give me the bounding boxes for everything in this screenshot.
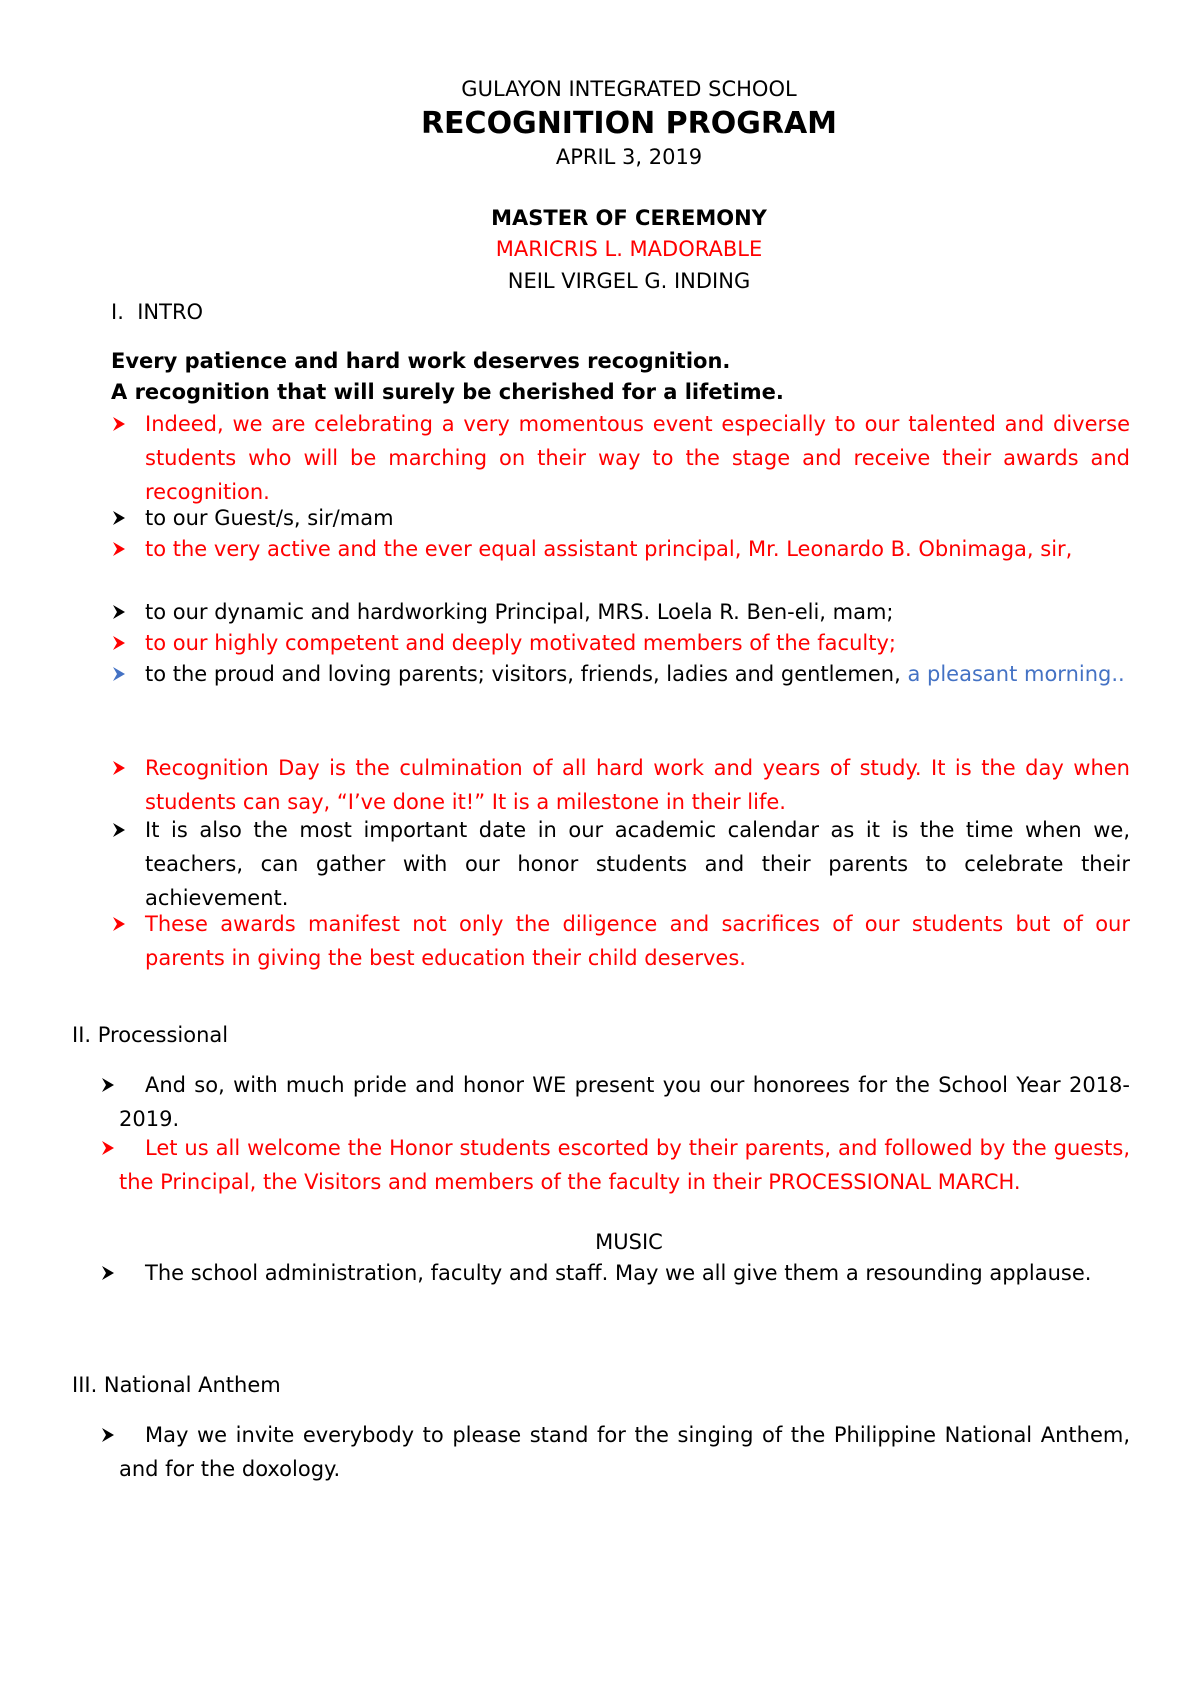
intro-bullet-6-greeting: a pleasant morning.. — [907, 662, 1125, 686]
intro-line-1: Every patience and hard work deserves recognition. — [111, 349, 731, 373]
arrow-bullet-icon — [100, 1131, 120, 1165]
arrow-bullet-icon — [100, 1068, 120, 1102]
intro-bullet-2: to our Guest/s, sir/mam — [145, 506, 394, 530]
section-heading-intro: I. INTRO — [111, 300, 204, 324]
arrow-bullet-icon — [111, 595, 131, 629]
arrow-bullet-icon — [111, 407, 131, 441]
intro-line-2: A recognition that will surely be cherished for a lifetime. — [111, 380, 784, 404]
arrow-bullet-icon — [100, 1256, 120, 1290]
arrow-bullet-icon — [111, 532, 131, 566]
processional-bullet-3: The school administration, faculty and staff. May we all give them a resounding applause. — [145, 1261, 1092, 1285]
mc-name-2: NEIL VIRGEL G. INDING — [507, 269, 751, 293]
intro-bullet-6-text: to the proud and loving parents; visitors, friends, ladies and gentlemen, — [145, 662, 908, 686]
arrow-bullet-icon — [111, 501, 131, 535]
intro-bullet-1: Indeed, we are celebrating a very momentous event especially to our talented and diverse students who will be marching on their way to the stage and receive their awards and recognition. — [145, 412, 1130, 504]
intro-bullet-7: Recognition Day is the culmination of all hard work and years of study. It is the day when students can say, “I’ve done it!” It is a milestone in their life. — [145, 756, 1130, 814]
intro-bullet-4: to our dynamic and hardworking Principal, MRS. Loela R. Ben-eli, mam; — [145, 600, 894, 624]
music-cue: MUSIC — [595, 1230, 663, 1254]
program-date: APRIL 3, 2019 — [555, 145, 703, 169]
intro-bullet-9: These awards manifest not only the diligence and sacrifices of our students but of our parents in giving the best education their child deserves. — [145, 912, 1130, 970]
intro-bullet-6 — [145, 657, 1130, 691]
arrow-bullet-icon — [111, 626, 131, 660]
processional-bullet-1: And so, with much pride and honor WE present you our honorees for the School Year 2018-2019. — [119, 1073, 1130, 1131]
arrow-bullet-icon — [100, 1418, 120, 1452]
arrow-bullet-icon — [111, 813, 131, 847]
processional-bullet-2: Let us all welcome the Honor students escorted by their parents, and followed by the guests, the Principal, the Visitors and members of the faculty in their PROCESSIONAL MARCH. — [119, 1136, 1130, 1194]
intro-bullet-5: to our highly competent and deeply motivated members of the faculty; — [145, 631, 896, 655]
section-heading-anthem: III. National Anthem — [72, 1373, 281, 1397]
mc-name-1: MARICRIS L. MADORABLE — [495, 237, 763, 261]
mc-label: MASTER OF CEREMONY — [491, 206, 767, 230]
arrow-bullet-icon — [111, 907, 131, 941]
arrow-bullet-icon — [111, 657, 131, 691]
school-name: GULAYON INTEGRATED SCHOOL — [461, 77, 797, 101]
arrow-bullet-icon — [111, 751, 131, 785]
page-title: RECOGNITION PROGRAM — [420, 106, 838, 141]
intro-bullet-8: It is also the most important date in our academic calendar as it is the time when we, teachers, can gather with our honor students and their parents to celebrate their achievement. — [145, 818, 1130, 910]
section-heading-processional: II. Processional — [72, 1023, 229, 1047]
intro-bullet-3: to the very active and the ever equal assistant principal, Mr. Leonardo B. Obnimaga, sir, — [145, 537, 1073, 561]
anthem-bullet-1: May we invite everybody to please stand for the singing of the Philippine National Anthem, and for the doxology. — [119, 1423, 1130, 1481]
